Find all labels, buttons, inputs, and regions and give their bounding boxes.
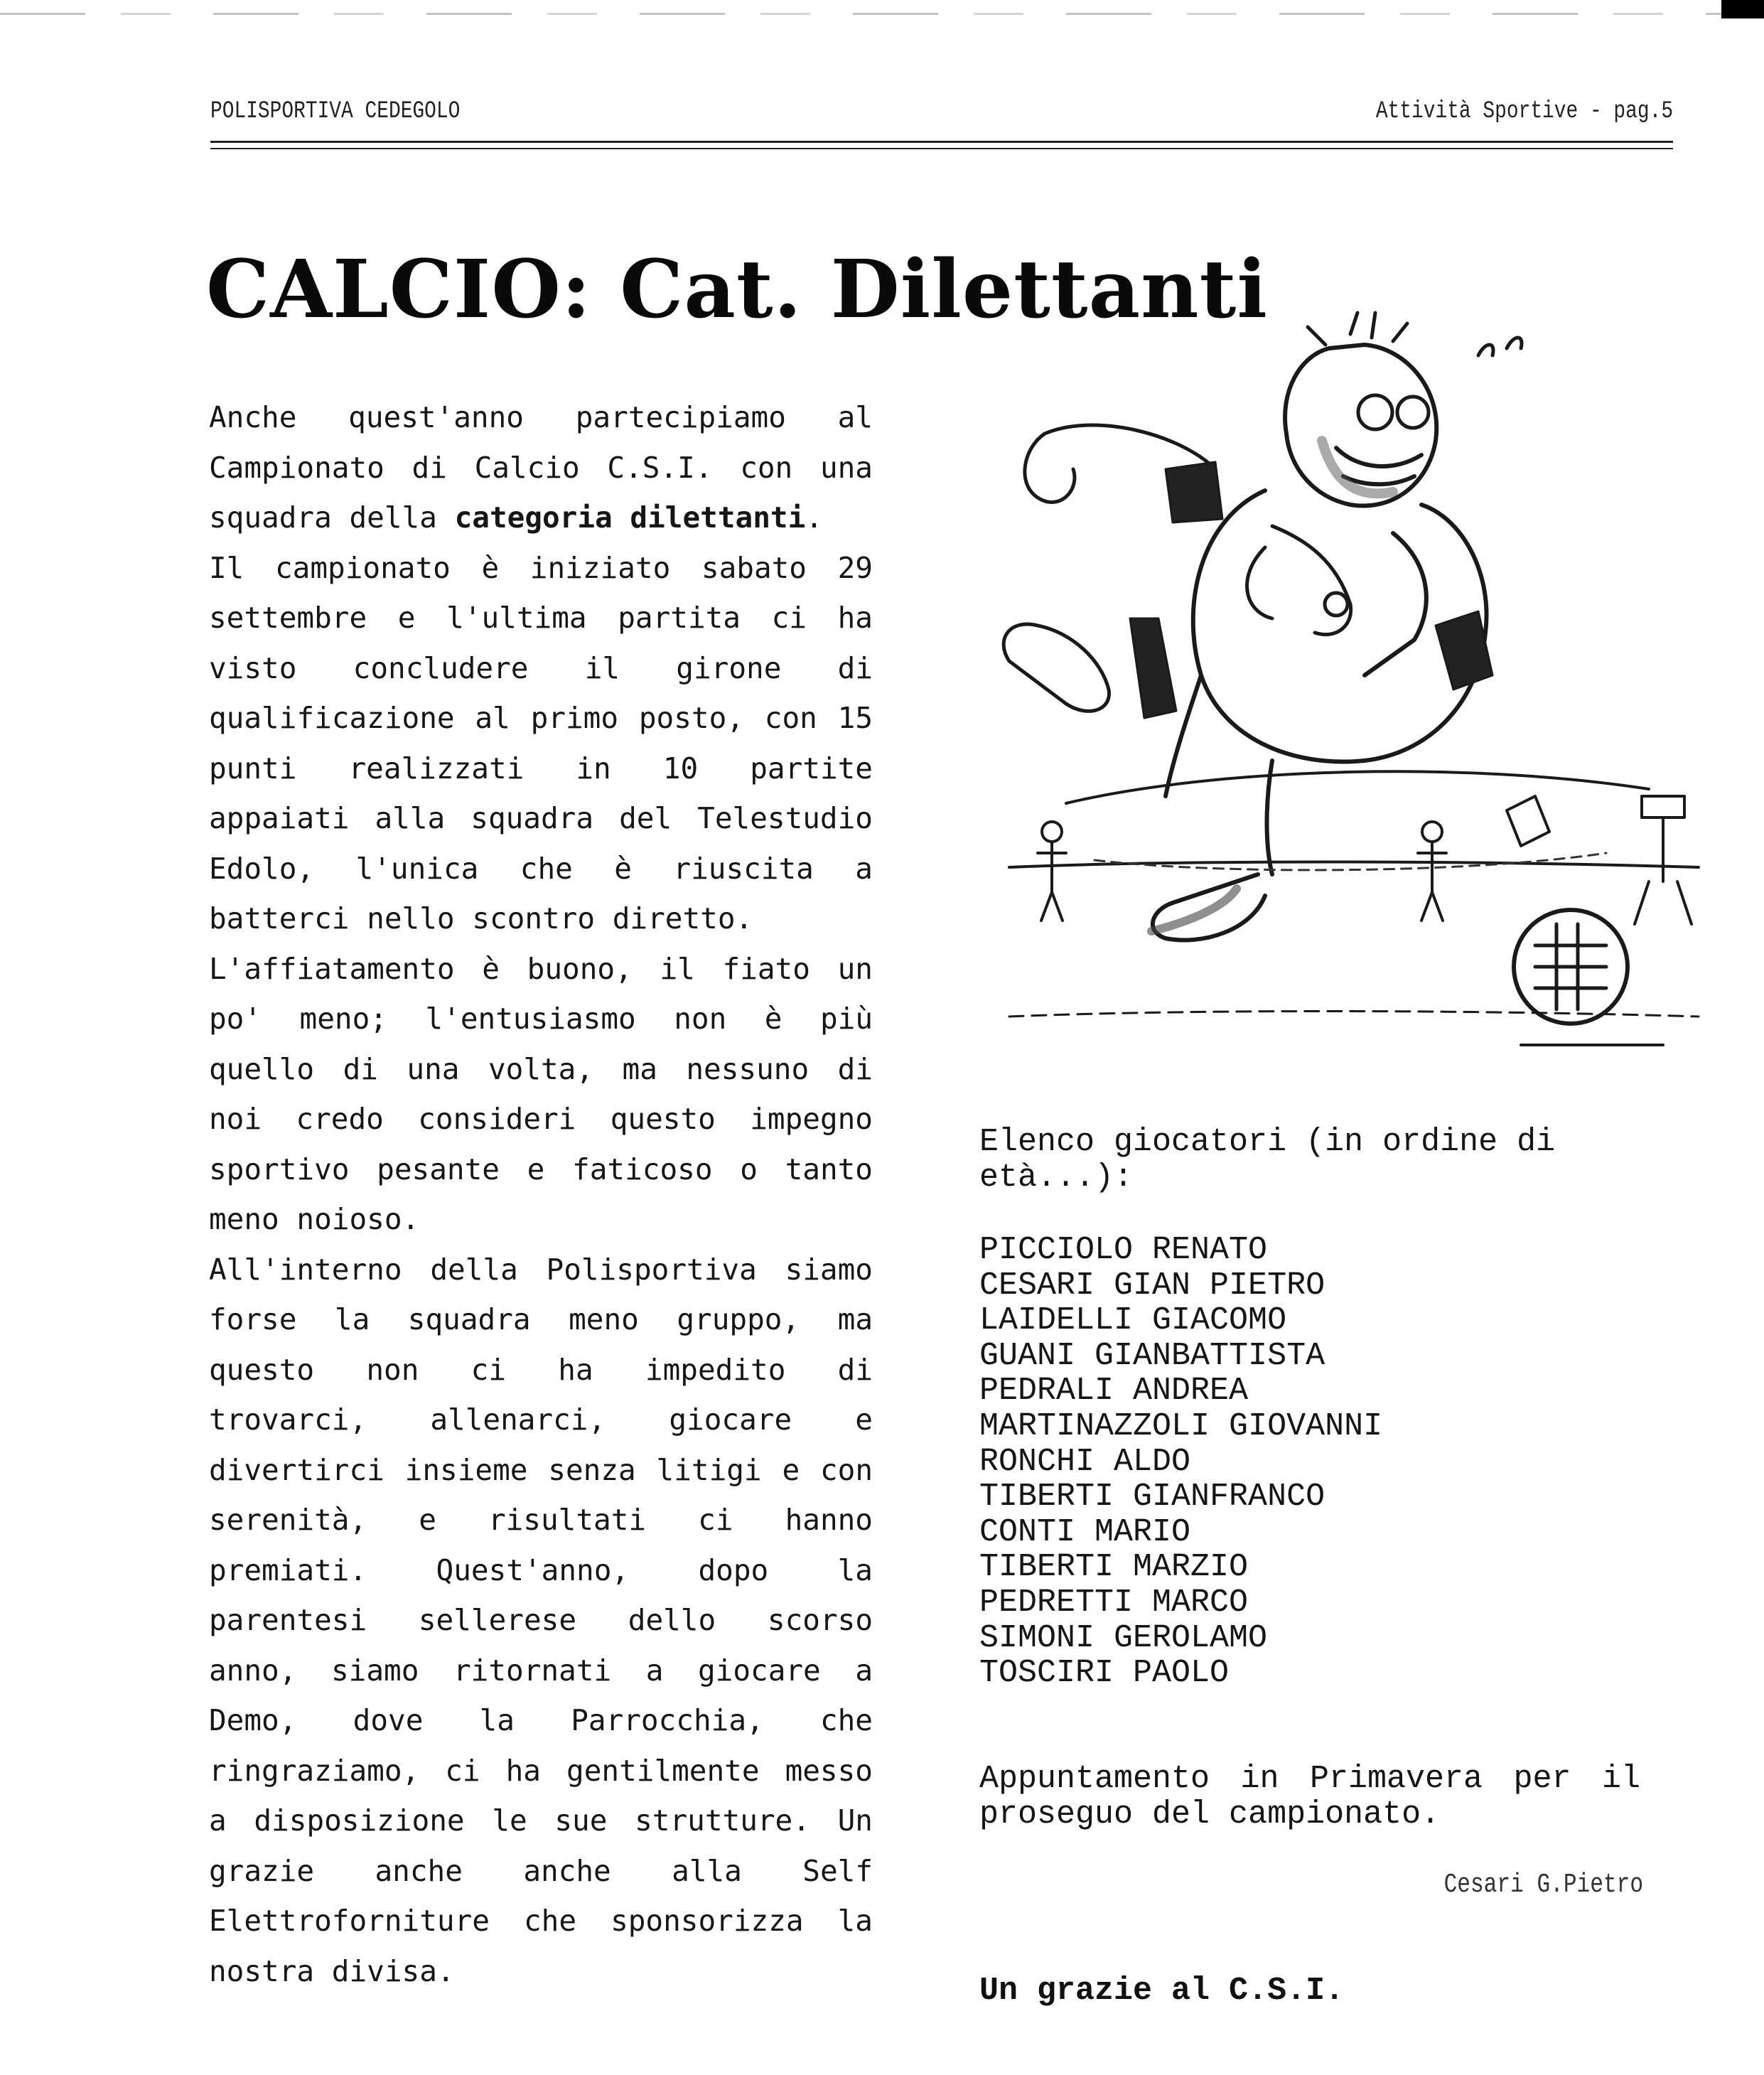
list-item: CESARI GIAN PIETRO (979, 1267, 1325, 1304)
paragraph-1-text: Anche quest'anno partecipiamo al Campionato di Calcio C.S.I. con una squadra della (209, 400, 873, 535)
article-body (209, 392, 873, 1996)
list-item: MARTINAZZOLI GIOVANNI (979, 1408, 1383, 1444)
article-title: CALCIO: Cat. Dilettanti (206, 243, 1268, 336)
article-paragraph-4: All'interno della Polisportiva siamo forse la squadra meno gruppo, ma questo non ci ha impedito di trovarci, allenarci, giocare e divertirci insieme senza litigi e con serenità, e risultati ci hanno premiati. Quest'anno, dopo la parentesi sellerese dello scorso anno, siamo ritornati a giocare a Demo, dove la Parrocchia, che ringraziamo, ci ha gentilmente messo a disposizione le sue strutture. Un grazie anche anche alla Self Elettroforniture che sponsorizza la nostra divisa. (209, 1252, 873, 1988)
list-item: GUANI GIANBATTISTA (979, 1337, 1325, 1374)
appointment-note: Appuntamento in Primavera per il proseguo del campionato. (979, 1761, 1640, 1833)
soccer-player-cartoon-icon (967, 306, 1713, 1095)
header-organization: POLISPORTIVA CEDEGOLO (210, 98, 461, 125)
list-item: PICCIOLO RENATO (979, 1232, 1268, 1268)
players-list (979, 1233, 1690, 1691)
scan-edge-artifact (0, 13, 1764, 15)
list-item: RONCHI ALDO (979, 1443, 1191, 1480)
list-item: LAIDELLI GIACOMO (979, 1302, 1287, 1339)
list-item: TIBERTI GIANFRANCO (979, 1479, 1325, 1516)
list-item: TIBERTI MARZIO (979, 1549, 1249, 1586)
header-rule-bottom (210, 148, 1673, 149)
paragraph-1-end: . (805, 500, 823, 535)
article-paragraph-2: Il campionato è iniziato sabato 29 settembre e l'ultima partita ci ha visto concludere il girone di qualificazione al primo posto, con 15 punti realizzati in 10 partite appaiati alla squadra del Telestudio Edolo, l'unica che è riuscita a batterci nello scontro diretto. (209, 550, 873, 935)
page-header (210, 98, 1673, 134)
list-item: SIMONI GEROLAMO (979, 1619, 1268, 1656)
list-item: PEDRETTI MARCO (979, 1584, 1249, 1621)
scan-corner-mark (1721, 0, 1764, 18)
article-paragraph-3: L'affiatamento è buono, il fiato un po' meno; l'entusiasmo non è più quello di una volta, ma nessuno di noi credo consideri questo impegno sportivo pesante e faticoso o tanto meno noioso. (209, 951, 873, 1236)
article-paragraph-1 (209, 392, 873, 543)
thanks-note: Un grazie al C.S.I. (979, 1973, 1345, 2009)
list-item: PEDRALI ANDREA (979, 1373, 1249, 1410)
header-rule-top (210, 141, 1673, 143)
list-item: CONTI MARIO (979, 1513, 1191, 1550)
paragraph-1-bold: categoria dilettanti (454, 500, 806, 535)
author-signature: Cesari G.Pietro (1443, 1870, 1643, 1900)
players-heading: Elenco giocatori (in ordine di età...): (979, 1124, 1556, 1196)
list-item: TOSCIRI PAOLO (979, 1655, 1230, 1692)
header-section-page: Attività Sportive - pag.5 (1375, 98, 1673, 125)
